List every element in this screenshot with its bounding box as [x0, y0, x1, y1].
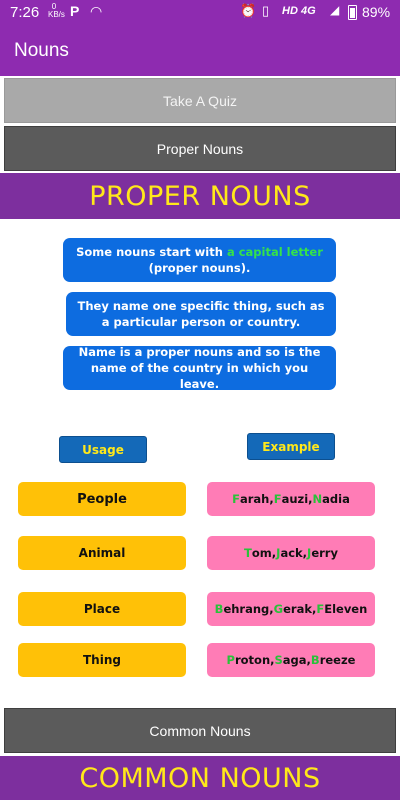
example-cell-thing: [207, 643, 375, 677]
alarm-icon: ⏰: [240, 3, 257, 18]
example-rest: Eleven: [324, 602, 368, 616]
take-quiz-button[interactable]: Take A Quiz: [4, 78, 396, 123]
example-initial: J: [307, 546, 312, 560]
proper-nouns-button[interactable]: Proper Nouns: [4, 126, 396, 171]
info-box-capital-letter: [63, 238, 336, 282]
status-bar: [0, 0, 400, 26]
example-initial: B: [310, 653, 320, 667]
example-rest: roton,: [234, 653, 275, 667]
battery-icon: [348, 5, 357, 20]
example-rest: ehrang,: [223, 602, 274, 616]
info-box-specific-thing: [66, 292, 336, 336]
app-bar: [0, 26, 400, 76]
network-speed-value: 0: [51, 2, 57, 11]
status-time: 7:26: [10, 4, 40, 21]
network-type: [282, 5, 316, 17]
wifi-icon: ◠: [90, 3, 103, 19]
usage-header: Usage: [59, 436, 147, 463]
example-initial: F: [232, 492, 240, 506]
network-speed-indicator: [48, 2, 65, 19]
info1-text-end: (proper nouns).: [148, 261, 251, 275]
example-cell-animal: [207, 536, 375, 570]
signal-icon: ◢: [330, 3, 340, 17]
example-rest: reeze: [319, 653, 356, 667]
example-rest: auzi,: [281, 492, 313, 506]
info-box-name-country: [63, 346, 336, 390]
example-cell-people: [207, 482, 375, 516]
info1-text-start: Some nouns start with: [76, 245, 227, 259]
info1-highlight: a capital letter: [226, 245, 323, 259]
network-hd-label: HD: [282, 5, 298, 17]
vibrate-icon: ▯: [262, 3, 270, 18]
example-initial: F: [316, 602, 325, 616]
example-header: Example: [247, 433, 335, 460]
example-initial: G: [273, 602, 284, 616]
example-rest: om,: [251, 546, 277, 560]
example-initial: B: [214, 602, 224, 616]
network-4g-label: 4G: [300, 5, 316, 17]
example-rest: erak,: [283, 602, 317, 616]
info2-text: They name one specific thing, such as a particular person or country.: [77, 299, 325, 329]
info3-text: Name is a proper nouns and so is the name of the country in which you leave.: [78, 345, 321, 391]
example-initial: J: [276, 546, 281, 560]
app-title: Nouns: [14, 40, 69, 61]
example-initial: T: [244, 546, 252, 560]
example-rest: adia: [322, 492, 350, 506]
parking-app-icon: P: [70, 3, 80, 19]
example-initial: S: [274, 653, 283, 667]
example-rest: arah,: [239, 492, 274, 506]
proper-nouns-banner: PROPER NOUNS: [0, 173, 400, 219]
network-speed-unit: KB/s: [48, 10, 65, 19]
example-rest: aga,: [282, 653, 311, 667]
battery-percent: 89%: [362, 4, 391, 20]
example-initial: P: [226, 653, 235, 667]
usage-cell-people: People: [18, 482, 186, 516]
example-rest: erry: [311, 546, 338, 560]
example-initial: N: [312, 492, 323, 506]
example-initial: F: [273, 492, 282, 506]
example-cell-place: [207, 592, 375, 626]
common-nouns-button[interactable]: Common Nouns: [4, 708, 396, 753]
example-rest: ack,: [280, 546, 308, 560]
usage-cell-place: Place: [18, 592, 186, 626]
info-box-capital-letter-text: [76, 244, 323, 276]
usage-cell-thing: Thing: [18, 643, 186, 677]
usage-cell-animal: Animal: [18, 536, 186, 570]
common-nouns-banner: COMMON NOUNS: [0, 756, 400, 800]
